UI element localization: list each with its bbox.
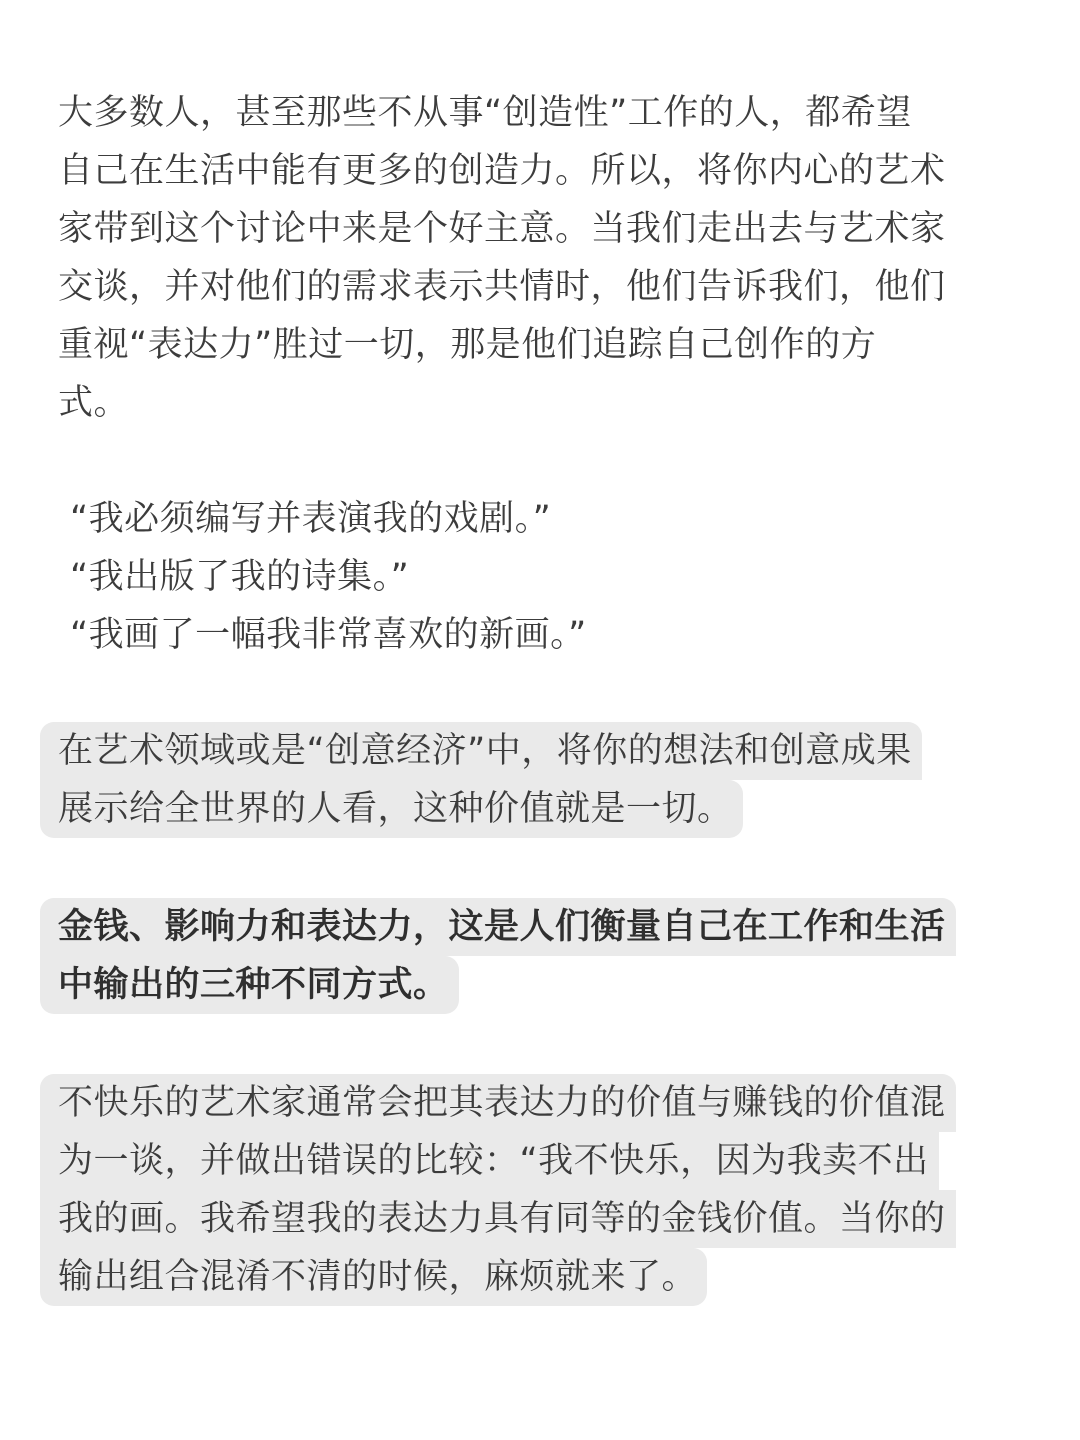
highlight-paragraph-creative-economy	[58, 722, 1022, 838]
intro-paragraph	[58, 84, 1022, 432]
intro-line: 自己在生活中能有更多的创造力。所以，将你内心的艺术	[58, 151, 946, 191]
highlight-line	[58, 780, 743, 838]
highlight-text: 为一谈，并做出错误的比较：“我不快乐，因为我卖不出	[40, 1132, 939, 1190]
highlight-paragraph-unhappy-artist	[58, 1074, 1022, 1306]
quote-item: “我必须编写并表演我的戏剧。”	[70, 499, 552, 539]
highlight-text: 中输出的三种不同方式。	[40, 956, 459, 1014]
highlight-text: 输出组合混淆不清的时候，麻烦就来了。	[40, 1248, 707, 1306]
highlight-line	[58, 956, 459, 1014]
intro-line: 式。	[58, 383, 130, 423]
intro-line: 家带到这个讨论中来是个好主意。当我们走出去与艺术家	[58, 209, 946, 249]
highlight-line	[58, 1132, 939, 1190]
highlight-line	[58, 1074, 956, 1132]
highlight-line	[58, 1190, 956, 1248]
quote-item: “我画了一幅我非常喜欢的新画。”	[70, 615, 587, 655]
highlight-text: 在艺术领域或是“创意经济”中，将你的想法和创意成果	[40, 722, 922, 780]
highlight-line	[58, 1248, 707, 1306]
highlight-text: 不快乐的艺术家通常会把其表达力的价值与赚钱的价值混	[40, 1074, 956, 1132]
highlight-text: 金钱、影响力和表达力，这是人们衡量自己在工作和生活	[40, 898, 956, 956]
highlight-line	[58, 722, 922, 780]
quote-item: “我出版了我的诗集。”	[70, 557, 410, 597]
highlight-line	[58, 898, 956, 956]
highlight-paragraph-three-measures	[58, 898, 1022, 1014]
highlight-text: 展示给全世界的人看，这种价值就是一切。	[40, 780, 743, 838]
highlight-text: 我的画。我希望我的表达力具有同等的金钱价值。当你的	[40, 1190, 956, 1248]
intro-line: 重视“表达力”胜过一切，那是他们追踪自己创作的方	[58, 325, 877, 365]
intro-line: 交谈，并对他们的需求表示共情时，他们告诉我们，他们	[58, 267, 946, 307]
quote-list	[58, 490, 1022, 664]
intro-line: 大多数人，甚至那些不从事“创造性”工作的人，都希望	[58, 93, 912, 133]
